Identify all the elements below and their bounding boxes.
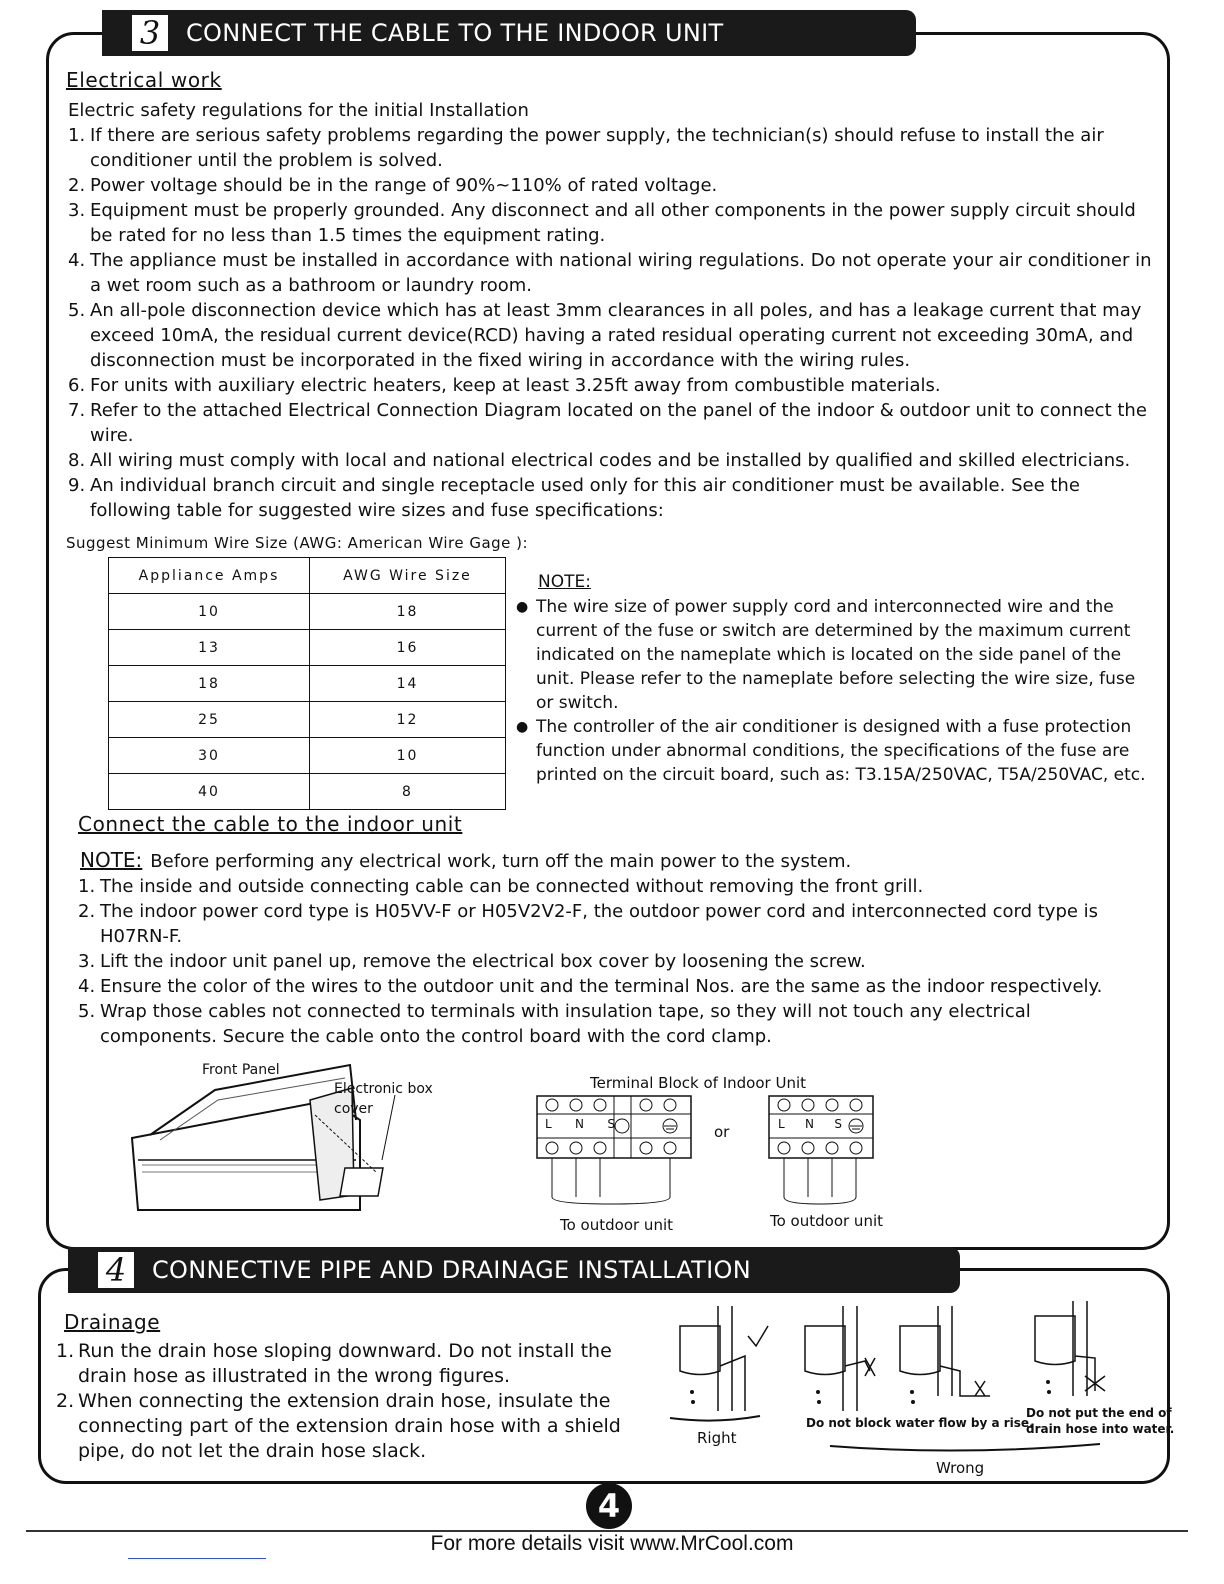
item-number: 7. [68,400,86,421]
table-cell: 25 [109,702,310,738]
table-cell: 12 [310,702,506,738]
table-cell: 30 [109,738,310,774]
table-row [109,738,506,774]
item-number: 8. [68,450,86,471]
item-text: Wrap those cables not connected to terminals with insulation tape, so they will not touch any electrical components. Secure the cable onto the control board with the cord clamp. [100,1001,1031,1047]
item-text: Ensure the color of the wires to the outdoor unit and the terminal Nos. are the same as the indoor respectively. [100,976,1103,997]
section-title: CONNECTIVE PIPE AND DRAINAGE INSTALLATION [152,1256,751,1284]
item-text: Refer to the attached Electrical Connection Diagram located on the panel of the indoor & outdoor unit to connect the wire. [90,400,1147,446]
table-cell: 40 [109,774,310,810]
no-block-label: Do not block water flow by a rise. [806,1416,1034,1430]
safety-intro: Electric safety regulations for the initial Installation [68,100,529,121]
terminal-block-diagram-1 [536,1094,696,1209]
table-row [109,666,506,702]
item-number: 3. [78,951,96,972]
table-cell: 16 [310,630,506,666]
table-header: AWG Wire Size [310,558,506,594]
item-number: 6. [68,375,86,396]
table-row [109,702,506,738]
section-4-banner [68,1247,960,1293]
item-number: 4. [78,976,96,997]
electrical-work-heading: Electrical work [66,68,222,92]
connect-cable-heading: Connect the cable to the indoor unit [78,812,463,836]
safety-rule [68,448,1160,473]
notes-list [516,595,1156,787]
item-text: The inside and outside connecting cable can be connected without removing the front grill. [100,876,924,897]
section-title: CONNECT THE CABLE TO THE INDOOR UNIT [186,19,724,47]
item-text: The indoor power cord type is H05VV-F or H05V2V2-F, the outdoor power cord and interconnected cord type is H07RN-F. [100,901,1099,947]
note-item: ● The wire size of power supply cord and interconnected wire and the current of the fuse or switch are determined by the maximum current indicated on the nameplate which is located on the side panel of the unit. Please refer to the nameplate before selecting the wire size, fuse or switch. [516,595,1156,715]
table-header: Appliance Amps [109,558,310,594]
connect-note-text: Before performing any electrical work, turn off the main power to the system. [150,851,852,872]
safety-rule [68,373,1160,398]
to-outdoor-label-1: To outdoor unit [560,1216,673,1234]
table-cell: 10 [310,738,506,774]
safety-rule [68,173,1160,198]
terminal-l: L [778,1117,785,1131]
or-label: or [714,1123,730,1141]
table-cell: 18 [109,666,310,702]
note-label: NOTE: [538,572,591,592]
wrong-label: Wrong [936,1459,985,1477]
terminal-block-diagram-2 [768,1094,878,1209]
table-row [109,594,506,630]
item-text: Lift the indoor unit panel up, remove the electrical box cover by loosening the screw. [100,951,866,972]
item-number: 2. [78,901,96,922]
safety-rule [68,198,1160,248]
connect-note-label: NOTE: [80,848,143,872]
note-item: ● The controller of the air conditioner is designed with a fuse protection function under abnormal conditions, the specifications of the fuse are printed on the circuit board, such as: T3.15A/250VAC, T5A/250VAC, etc. [516,715,1156,787]
item-text: The appliance must be installed in accordance with national wiring regulations. Do not operate your air conditioner in a wet room such as a bathroom or laundry room. [90,250,1152,296]
item-text: An individual branch circuit and single receptacle used only for this air conditioner must be available. See the following table for suggested wire sizes and fuse specifications: [90,475,1080,521]
table-cell: 8 [310,774,506,810]
no-water-label-2: drain hose into water. [1026,1422,1175,1436]
safety-rule [68,473,1160,523]
table-cell: 10 [109,594,310,630]
item-number: 3. [68,200,86,221]
safety-rule [68,248,1160,298]
table-row [109,774,506,810]
item-number: 4. [68,250,86,271]
terminal-block-title: Terminal Block of Indoor Unit [590,1074,806,1092]
table-cell: 13 [109,630,310,666]
item-number: 2. [56,1390,75,1412]
wire-size-table [108,557,506,810]
connect-step [78,974,1148,999]
drainage-heading: Drainage [64,1310,161,1334]
item-number: 1. [56,1340,75,1362]
to-outdoor-label-2: To outdoor unit [770,1212,883,1230]
connect-step [78,874,1148,899]
terminal-l: L [545,1117,552,1131]
section-number: 4 [98,1252,134,1288]
terminal-labels-2 [778,1117,842,1131]
table-cell: 18 [310,594,506,630]
ebox-label-1: Electronic box [334,1081,433,1097]
right-label: Right [697,1429,737,1447]
table-cell: 14 [310,666,506,702]
safety-rule [68,298,1160,373]
safety-rules-list [68,123,1160,523]
item-text: All wiring must comply with local and national electrical codes and be installed by qualified and skilled electricians. [90,450,1131,471]
item-number: 9. [68,475,86,496]
item-text: When connecting the extension drain hose, insulate the connecting part of the extension drain hose with a shield pipe, do not let the drain hose slack. [78,1390,621,1462]
section-3-banner [102,10,916,56]
footer-link-underline [128,1558,266,1559]
front-panel-label: Front Panel [202,1062,280,1078]
footer-text: For more details visit www.MrCool.com [430,1532,794,1555]
drainage-item [56,1339,646,1389]
item-text: For units with auxiliary electric heaters, keep at least 3.25ft away from combustible materials. [90,375,941,396]
section-number: 3 [132,15,168,51]
item-text: An all-pole disconnection device which has at least 3mm clearances in all poles, and has a leakage current that may exceed 10mA, the residual current device(RCD) having a rated residual operating current not exceeding 30mA, and disconnection must be incorporated in the fixed wiring in accordance with the wiring rules. [90,300,1142,371]
terminal-n: N [805,1117,815,1131]
item-text: Power voltage should be in the range of 90%~110% of rated voltage. [90,175,718,196]
terminal-s: S [607,1117,615,1131]
item-text: Equipment must be properly grounded. Any disconnect and all other components in the power supply circuit should be rated for no less than 1.5 times the equipment rating. [90,200,1136,246]
drainage-list [56,1339,646,1464]
item-number: 1. [68,125,86,146]
table-header-row [109,558,506,594]
item-number: 5. [68,300,86,321]
connect-note [80,848,1160,874]
safety-rule [68,398,1160,448]
item-text: If there are serious safety problems regarding the power supply, the technician(s) should refuse to install the air conditioner until the problem is solved. [90,125,1104,171]
item-text: Run the drain hose sloping downward. Do not install the drain hose as illustrated in the wrong figures. [78,1340,612,1387]
terminal-s: S [834,1117,842,1131]
page-number-badge [586,1483,632,1529]
connect-step [78,999,1148,1049]
connect-steps-list [78,874,1148,1049]
table-caption: Suggest Minimum Wire Size (AWG: American Wire Gage ): [66,534,529,552]
drainage-item [56,1389,646,1464]
table-row [109,630,506,666]
item-number: 2. [68,175,86,196]
ebox-label-2: cover [334,1101,373,1117]
safety-rule [68,123,1160,173]
terminal-n: N [575,1117,585,1131]
connect-step [78,899,1148,949]
item-number: 5. [78,1001,96,1022]
item-number: 1. [78,876,96,897]
connect-step [78,949,1148,974]
page-number: 4 [597,1487,621,1525]
terminal-labels-1 [545,1117,615,1131]
no-water-label-1: Do not put the end of [1026,1406,1172,1420]
